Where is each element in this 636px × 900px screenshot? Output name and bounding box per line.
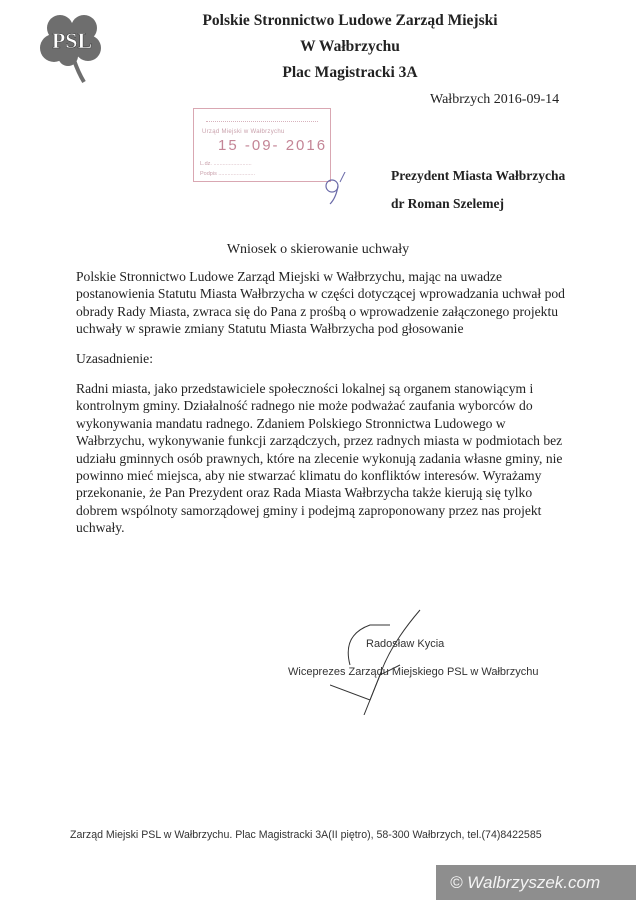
letter-subject: Wniosek o skierowanie uchwały — [226, 242, 410, 257]
stamp-number: L.dz. ......................... — [200, 161, 252, 167]
stamp-divider — [206, 121, 318, 124]
stamp-office: Urząd Miejski w Wałbrzychu — [202, 129, 285, 135]
footer-address: Zarząd Miejski PSL w Wałbrzychu. Plac Magistracki 3A(II piętro), 58-300 Wałbrzych, tel.(74)8422585 — [70, 829, 542, 841]
body-paragraph-justification: Radni miasta, jako przedstawiciele społeczności lokalnej są organem stanowiącym i kontrolnym gminy. Działalność radnego nie może podważać zaufania wyborców do wykonywania mandatu radnego. Zdaniem Polskiego Stronnictwa Ludowego w Wałbrzychu, wykonywanie funkcji zarządczych, przez radnych miasta w podmiotach bez udziału gminnych osób prawnych, które na zlecenie wykonują zadania własne gminy, nie powinno mieć miejsca, aby nie stwarzać klimatu do konfliktów interesów. Wyrażamy przekonanie, że Pan Prezydent oraz Rada Miasta Wałbrzycha także kierują się tylko dobrem wspólnoty samorządowej gminy i podejmą zaproponowany przez nas projekt uchwały. — [76, 381, 563, 536]
recipient-name: dr Roman Szelemej — [391, 196, 504, 211]
site-watermark: © Walbrzyszek.com — [436, 865, 636, 900]
handwritten-signature — [330, 605, 530, 715]
recipient-title: Prezydent Miasta Wałbrzycha — [391, 168, 566, 183]
letter-date: Wałbrzych 2016-09-14 — [430, 92, 560, 107]
svg-text:PSL: PSL — [51, 28, 93, 53]
stamp-date: 15 -09- 2016 — [218, 137, 328, 154]
clover-icon — [38, 12, 106, 84]
stamp-signature: Podpis ........................ — [200, 171, 256, 177]
body-paragraph-request: Polskie Stronnictwo Ludowe Zarząd Miejski w Wałbrzychu, mając na uwadze postanowienia Statutu Miasta Wałbrzycha w części dotyczącej wprowadzania uchwał pod obrady Rady Miasta, zwraca się do Pana z prośbą o wprowadzenie załączonego projektu uchwały w sprawie zmiany Statutu Miasta Wałbrzycha pod głosowanie — [76, 269, 565, 337]
signatory-role: Wiceprezes Zarządu Miejskiego PSL w Wałbrzychu — [288, 666, 539, 678]
registry-stamp — [193, 108, 331, 182]
psl-logo — [38, 12, 106, 84]
justification-label: Uzasadnienie: — [76, 351, 153, 366]
handwritten-mark — [320, 172, 350, 213]
letterhead-address: Plac Magistracki 3A — [282, 64, 418, 81]
signatory-name: Radosław Kycia — [366, 638, 445, 650]
letterhead-org-name: Polskie Stronnictwo Ludowe Zarząd Miejski — [202, 12, 498, 29]
letterhead-city: W Wałbrzychu — [300, 38, 400, 55]
